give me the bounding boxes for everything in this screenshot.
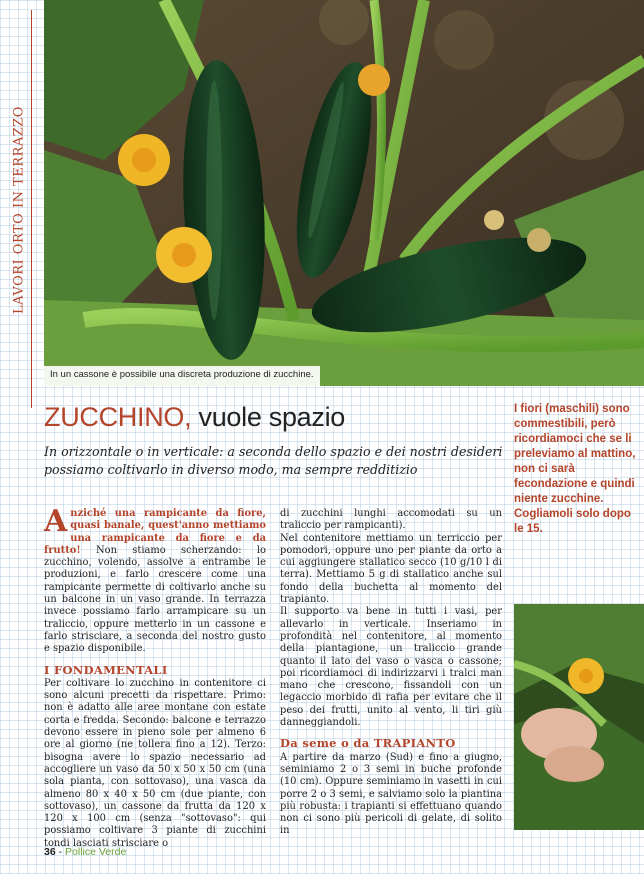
footer-separator: - — [55, 846, 66, 858]
photo-caption: In un cassone è possibile una discreta produzione di zucchine. — [44, 366, 320, 386]
rubric-divider — [31, 10, 32, 408]
section1-paragraph-1: Per coltivare lo zucchino in contenitore ci sono alcuni precetti da rispettare. Primo: non è adatto alle aree montane con estate corta e fredda. Secondo: balcone e terrazzo devono essere in pieno sole per almeno 6 ore al giorno (ne tollera fino a 12). Terzo: bisogna avere lo spazio necessario ad accogliere un vaso da 50 x 50 x 50 cm (una sola pianta, con sottovaso), una vasca da almeno 80 x 40 x 50 cm (due piante, con sottovaso), un cassone da frutta da 120 x 120 x 100 cm (senza "sottovaso": qui possiamo coltivare 3 piante di zucchini tondi lasciati strisciare o — [44, 677, 266, 849]
article-column-right — [280, 508, 502, 838]
hero-photo — [44, 0, 644, 386]
intro-paragraph — [44, 504, 266, 656]
section2-paragraph-1: A partire da marzo (Sud) e fino a giugno, seminiamo 2 o 3 semi in buche profonde (10 cm). Oppure seminiamo in vasetti in cui porre 2 o 3 semi, e salviamo solo la piantina più robusta: i trapianti si effettuano quando non ci sono più pericoli di gelate, di solito in — [280, 751, 502, 837]
intro-body: Non stiamo scherzando: lo zucchino, volendo, assolve a entrambe le produzioni, e farlo crescere come una rampicante permette di coltivarlo anche su un balcone in un vaso grande. In terrazza invece possiamo farlo arrampicare su un traliccio, oppure metterlo in un cassone e farlo strisciare, a seconda del nostro gusto e spazio disponibile. — [44, 544, 266, 655]
rubric-label: LAVORI ORTO IN TERRAZZO — [11, 106, 27, 314]
page-footer — [44, 846, 126, 858]
section-heading-fondamentali: I FONDAMENTALI — [44, 662, 168, 677]
side-photo — [514, 604, 644, 830]
section-rubric — [4, 10, 34, 410]
section1-paragraph-1-continued: di zucchini lunghi accomodati su un traliccio per rampicanti). — [280, 508, 502, 532]
hands-picking-flower-illustration — [514, 604, 644, 830]
zucchini-plant-illustration — [44, 0, 644, 386]
section1-paragraph-2: Nel contenitore mettiamo un terriccio per pomodori, oppure uno per piante da orto a cui aggiungere stallatico secco (10 g/10 l di terra). Mettiamo 5 g di stallatico anche sul fondo della buchetta al momento del trapianto. — [280, 532, 502, 606]
article-deck: In orizzontale o in verticale: a seconda dello spazio e dei nostri desideri possiamo coltivarlo in diverso modo, ma sempre redditizio — [44, 444, 503, 477]
article-title — [44, 402, 494, 433]
intro-lead: nziché una rampicante da fiore, quasi banale, quest'anno mettiamo una rampicante da fiore e da frutto! — [44, 508, 266, 556]
dropcap: A — [44, 504, 68, 539]
title-sub: vuole spazio — [191, 402, 345, 432]
article-column-left — [44, 504, 266, 850]
sidebar-note: I fiori (maschili) sono commestibili, però ricordiamoci che se li preleviamo al mattino, non ci sarà fecondazione e quindi niente zucchine. Cogliamoli solo dopo le 15. — [514, 403, 636, 535]
section1-paragraph-3: Il supporto va bene in tutti i vasi, per allevarlo in verticale. Inseriamo in profondità nel contenitore, al momento della piantagione, un traliccio grande quanto il lato del vaso o vasca o cassone; poi ricordiamoci di indirizzarvi i tralci man mano che crescono, fissandoli con un legaccio morbido di rafia per evitare che il peso dei frutti, unito al vento, li tiri giù danneggiandoli. — [280, 606, 502, 729]
section-heading-seme-trapianto: Da seme o da TRAPIANTO — [280, 736, 456, 751]
magazine-name: Pollice Verde — [65, 846, 127, 858]
page-number: 36 — [44, 846, 56, 858]
title-main: ZUCCHINO, — [44, 402, 192, 432]
